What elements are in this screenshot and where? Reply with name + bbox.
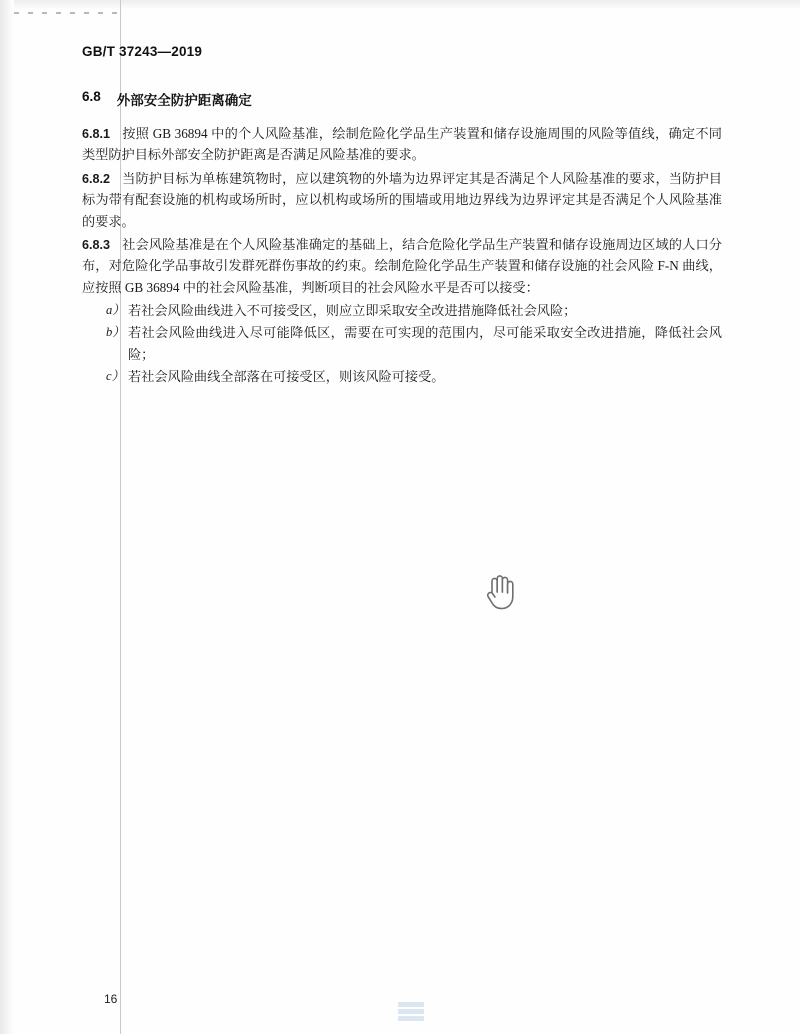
clause-text: 当防护目标为单栋建筑物时，应以建筑物的外墙为边界评定其是否满足个人风险基准的要求，当防护目标为带有配套设施的机构或场所时，应以机构或场所的围墙或用地边界线为边界评定其是否满足个人风险基准的要求。: [82, 170, 722, 229]
clause-number: 6.8.2: [82, 171, 111, 186]
page-content: [82, 44, 722, 389]
running-head: GB/T 37243—2019: [82, 44, 203, 59]
list-item: [82, 322, 722, 365]
list-item-label: c）: [106, 369, 125, 384]
list-item-label: a）: [106, 303, 125, 318]
list-item-text: 若社会风险曲线进入不可接受区，则应立即采取安全改进措施降低社会风险；: [128, 303, 577, 319]
list-item-text: 若社会风险曲线全部落在可接受区，则该风险可接受。: [128, 369, 445, 385]
watermark-logo: [398, 1002, 424, 1022]
list-item-text: 若社会风险曲线进入尽可能降低区，需要在可实现的范围内，尽可能采取安全改进措施，降低社会风险；: [128, 325, 722, 362]
lettered-list: [82, 300, 722, 388]
list-item: [82, 300, 722, 321]
page-number: 16: [104, 992, 118, 1006]
clause-text: 社会风险基准是在个人风险基准确定的基础上，结合危险化学品生产装置和储存设施周边区域的人口分布，对危险化学品事故引发群死群伤事故的约束。绘制危险化学品生产装置和储存设施的社会风险 F-N 曲线，应按照 GB 36894 中的社会风险基准，判断项目的社会风险水平是否可以接受：: [82, 236, 722, 295]
scan-edge-left: [0, 0, 14, 1034]
section-number: 6.8: [82, 89, 101, 104]
clause-6-8-1: [82, 123, 722, 166]
list-item: [82, 366, 722, 387]
clause-6-8-3: [82, 234, 722, 298]
clause-text: 按照 GB 36894 中的个人风险基准，绘制危险化学品生产装置和储存设施周围的风险等值线，确定不同类型防护目标外部安全防护距离是否满足风险基准的要求。: [82, 126, 722, 163]
clause-number: 6.8.1: [82, 127, 111, 141]
clause-number: 6.8.3: [82, 237, 111, 252]
section-title: 外部安全防护距离确定: [116, 93, 252, 108]
mouse-cursor-open-hand: [482, 568, 522, 614]
corner-dot-marks: [14, 8, 124, 18]
clause-6-8-2: [82, 168, 722, 232]
list-item-label: b）: [106, 325, 125, 340]
section-heading: [82, 89, 722, 109]
